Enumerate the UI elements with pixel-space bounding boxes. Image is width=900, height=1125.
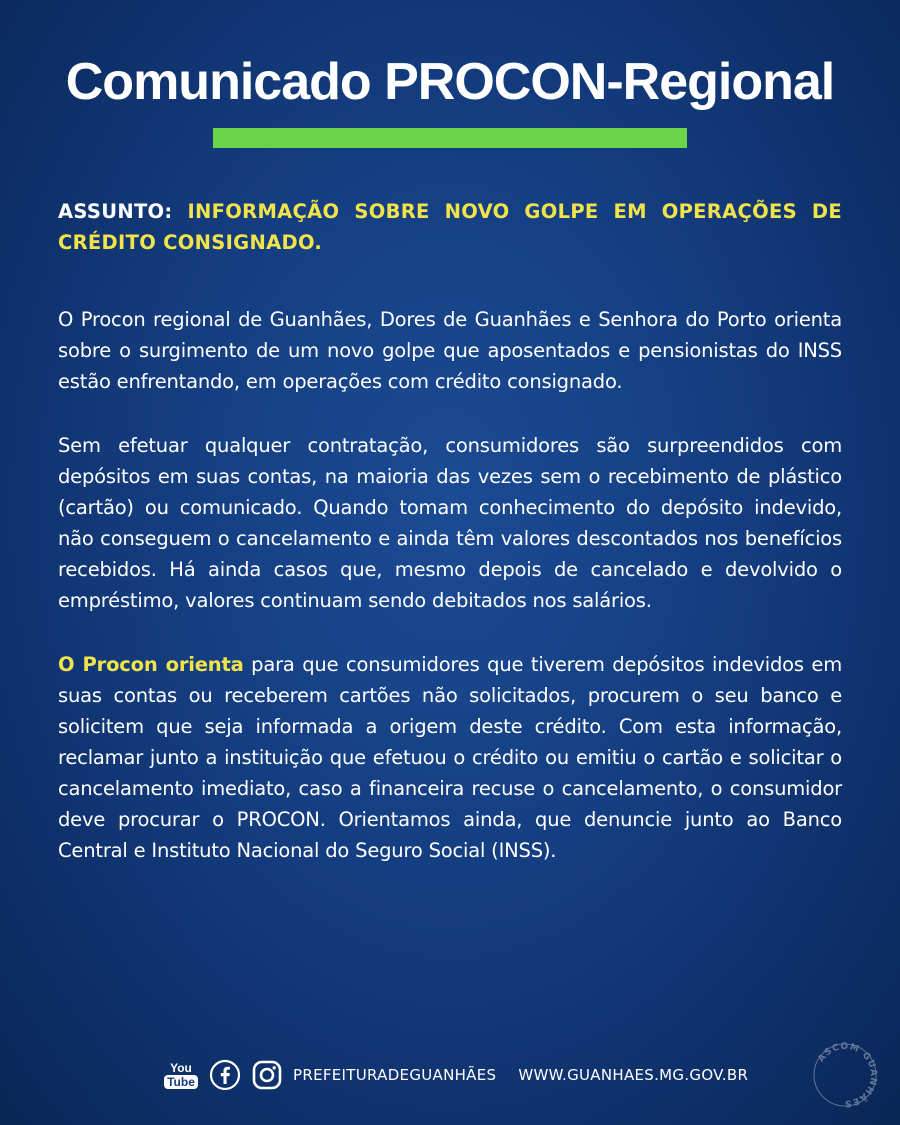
announcement-body [58, 196, 842, 899]
svg-text:ASCOM GUANHÃES [816, 1042, 878, 1108]
title-underline [213, 128, 687, 148]
paragraph-2: Sem efetuar qualquer contratação, consumidores são surpreendidos com depósitos em suas contas, na maioria das vezes sem o recebimento de plástico (cartão) ou comunicado. Quando tomam conhecimento do depósito indevido, não conseguem o cancelamento e ainda têm valores descontados nos benefícios recebidos. Há ainda casos que, mesmo depois de cancelado e devolvido o empréstimo, valores continuam sendo debitados nos salários. [58, 434, 842, 612]
paragraph-3-text: para que consumidores que tiverem depósitos indevidos em suas contas ou receberem cartões não solicitados, procurem o seu banco e solicitem que seja informada a origem deste crédito. Com esta informação, reclamar junto a instituição que efetuou o crédito ou emitiu o cartão e solicitar o cancelamento imediato, caso a financeira recuse o cancelamento, o consumidor deve procurar o PROCON. Orientamos ainda, que denuncie junto ao Banco Central e Instituto Nacional do Seguro Social (INSS). [58, 653, 842, 862]
youtube-icon[interactable] [163, 1058, 199, 1092]
social-handle[interactable]: PREFEITURADEGUANHÃES [293, 1066, 497, 1084]
facebook-icon[interactable] [209, 1059, 241, 1091]
paragraph-1: O Procon regional de Guanhães, Dores de Guanhães e Senhora do Porto orienta sobre o surgimento de um novo golpe que aposentados e pensionistas do INSS estão enfrentando, em operações com crédito consignado. [58, 308, 842, 393]
subject-key: ASSUNTO: [58, 200, 173, 223]
ascom-seal-watermark [810, 1040, 880, 1110]
footer [163, 1057, 748, 1093]
subject-value: INFORMAÇÃO SOBRE NOVO GOLPE EM OPERAÇÕES DE CRÉDITO CONSIGNADO. [58, 200, 842, 254]
subject-line [58, 196, 842, 258]
page-title: Comunicado PROCON-Regional [65, 53, 835, 111]
paragraph-3 [58, 649, 842, 866]
seal-text: ASCOM GUANHÃES [816, 1041, 879, 1109]
youtube-icon-bottom: Tube [164, 1075, 198, 1089]
website-link[interactable]: WWW.GUANHAES.MG.GOV.BR [518, 1066, 749, 1084]
youtube-icon-top: You [170, 1060, 192, 1075]
instagram-icon[interactable] [251, 1059, 283, 1091]
paragraph-3-highlight: O Procon orienta [58, 653, 244, 676]
